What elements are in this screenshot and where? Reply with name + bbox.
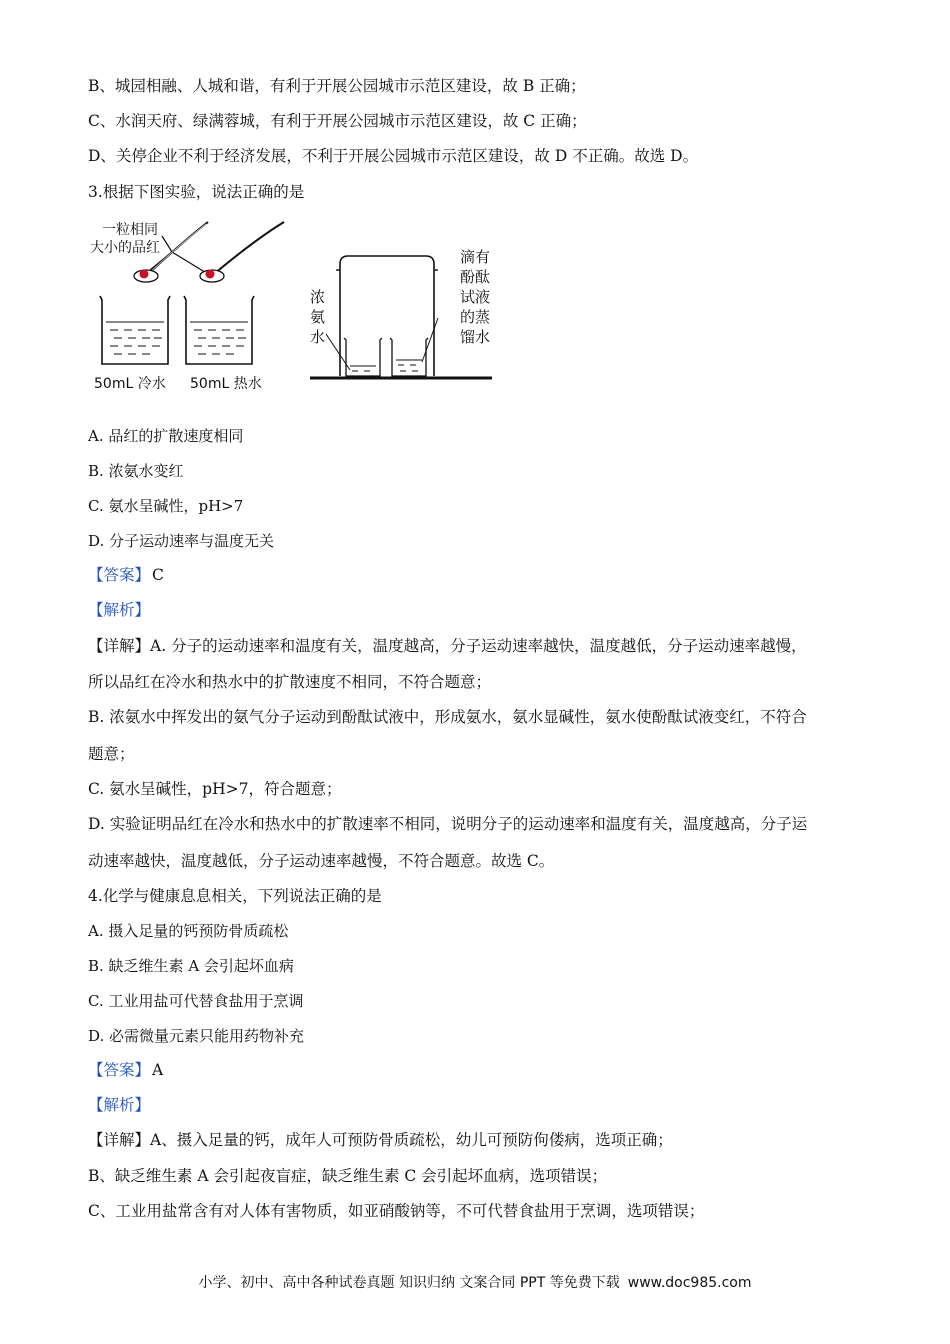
q3-answer [88,565,164,585]
q4-stem: 4.化学与健康息息相关，下列说法正确的是 [88,887,382,905]
pinhong-particle-right [206,270,215,279]
q4-option-d: D. 必需微量元素只能用药物补充 [88,1027,305,1045]
q3-stem: 3.根据下图实验，说法正确的是 [88,183,305,201]
q3-detail-line-6: D. 实验证明品红在冷水和热水中的扩散速率不相同，说明分子的运动速率和温度有关，温度越高，分子运 [88,815,808,833]
q4-detail-line-3: C、工业用盐常含有对人体有害物质，如亚硝酸钠等，不可代替食盐用于烹调，选项错误； [88,1202,705,1220]
phenol-label-2: 酚酞 [460,268,491,286]
ammonia-label-3: 水 [310,328,326,346]
q3-detail-line-5: C. 氨水呈碱性，pH>7，符合题意； [88,780,342,798]
pinhong-label-line2: 大小的品红 [90,240,160,256]
q4-answer-value: A [152,1061,164,1079]
q4-detail-label: 【详解】 [88,1131,151,1149]
experiment-figure [88,214,508,394]
beaker-cold [100,296,170,364]
spoon-right [200,222,284,282]
page-footer [0,1272,950,1292]
phenol-label-3: 试液 [460,288,491,306]
q4-option-c: C. 工业用盐可代替食盐用于烹调 [88,992,304,1010]
q4-option-b: B. 缺乏维生素 A 会引起坏血病 [88,957,294,975]
footer-text: 小学、初中、高中各种试卷真题 知识归纳 文案合同 PPT 等免费下载 [198,1275,620,1291]
q3-detail-line-4: 题意； [88,745,135,763]
q3-detail-line-7: 动速率越快，温度越低，分子运动速率越慢，不符合题意。故选 C。 [88,852,555,870]
phenol-label-5: 馏水 [460,328,491,346]
ammonia-label-1: 浓 [310,288,326,306]
q4-answer-label: 【答案】 [88,1061,151,1079]
q4-detail-line-2: B、缺乏维生素 A 会引起夜盲症，缺乏维生素 C 会引起坏血病，选项错误； [88,1167,608,1185]
q3-detail-line-1: 【详解】A. 分子的运动速率和温度有关，温度越高，分子运动速率越快，温度越低，分子运动速率越慢， [88,637,807,655]
prev-answer-b: B、城园相融、人城和谐，有利于开展公园城市示范区建设，故 B 正确； [88,77,586,95]
q3-option-b: B. 浓氨水变红 [88,462,184,480]
q3-option-d: D. 分子运动速率与温度无关 [88,532,275,550]
ammonia-label-2: 氨 [310,308,326,326]
pinhong-label-line1: 一粒相同 [102,222,158,238]
q3-answer-label: 【答案】 [88,566,151,584]
prev-answer-c: C、水润天府、绿满蓉城，有利于开展公园城市示范区建设，故 C 正确； [88,112,587,130]
beaker-cold-label: 50mL 冷水 [94,376,166,392]
q4-answer [88,1060,163,1080]
q3-analysis-label: 【解析】 [88,601,151,619]
q3-detail-line-2: 所以品红在冷水和热水中的扩散速度不相同，不符合题意； [88,673,492,691]
q3-detail-line-3: B. 浓氨水中挥发出的氨气分子运动到酚酞试液中，形成氨水，氨水显碱性，氨水使酚酞试液变红，不符合 [88,708,807,726]
beaker-hot [184,296,254,364]
q4-option-a: A. 摄入足量的钙预防骨质疏松 [88,922,289,940]
beaker-hot-label: 50mL 热水 [190,376,262,392]
q3-option-a: A. 品红的扩散速度相同 [88,427,244,445]
prev-answer-d: D、关停企业不利于经济发展，不利于开展公园城市示范区建设，故 D 不正确。故选 D。 [88,147,699,165]
q4-analysis-label: 【解析】 [88,1096,151,1114]
pinhong-particle-left [140,270,149,279]
phenol-label-1: 滴有 [460,248,491,266]
q4-detail-line-1: 【详解】A、摄入足量的钙，成年人可预防骨质疏松，幼儿可预防佝偻病，选项正确； [88,1131,673,1149]
phenol-label-4: 的蒸 [460,308,491,326]
footer-site-link[interactable]: www.doc985.com [627,1275,752,1291]
q3-answer-value: C [152,566,164,584]
q3-option-c: C. 氨水呈碱性，pH>7 [88,497,244,515]
q3-detail-label: 【详解】 [88,637,151,655]
